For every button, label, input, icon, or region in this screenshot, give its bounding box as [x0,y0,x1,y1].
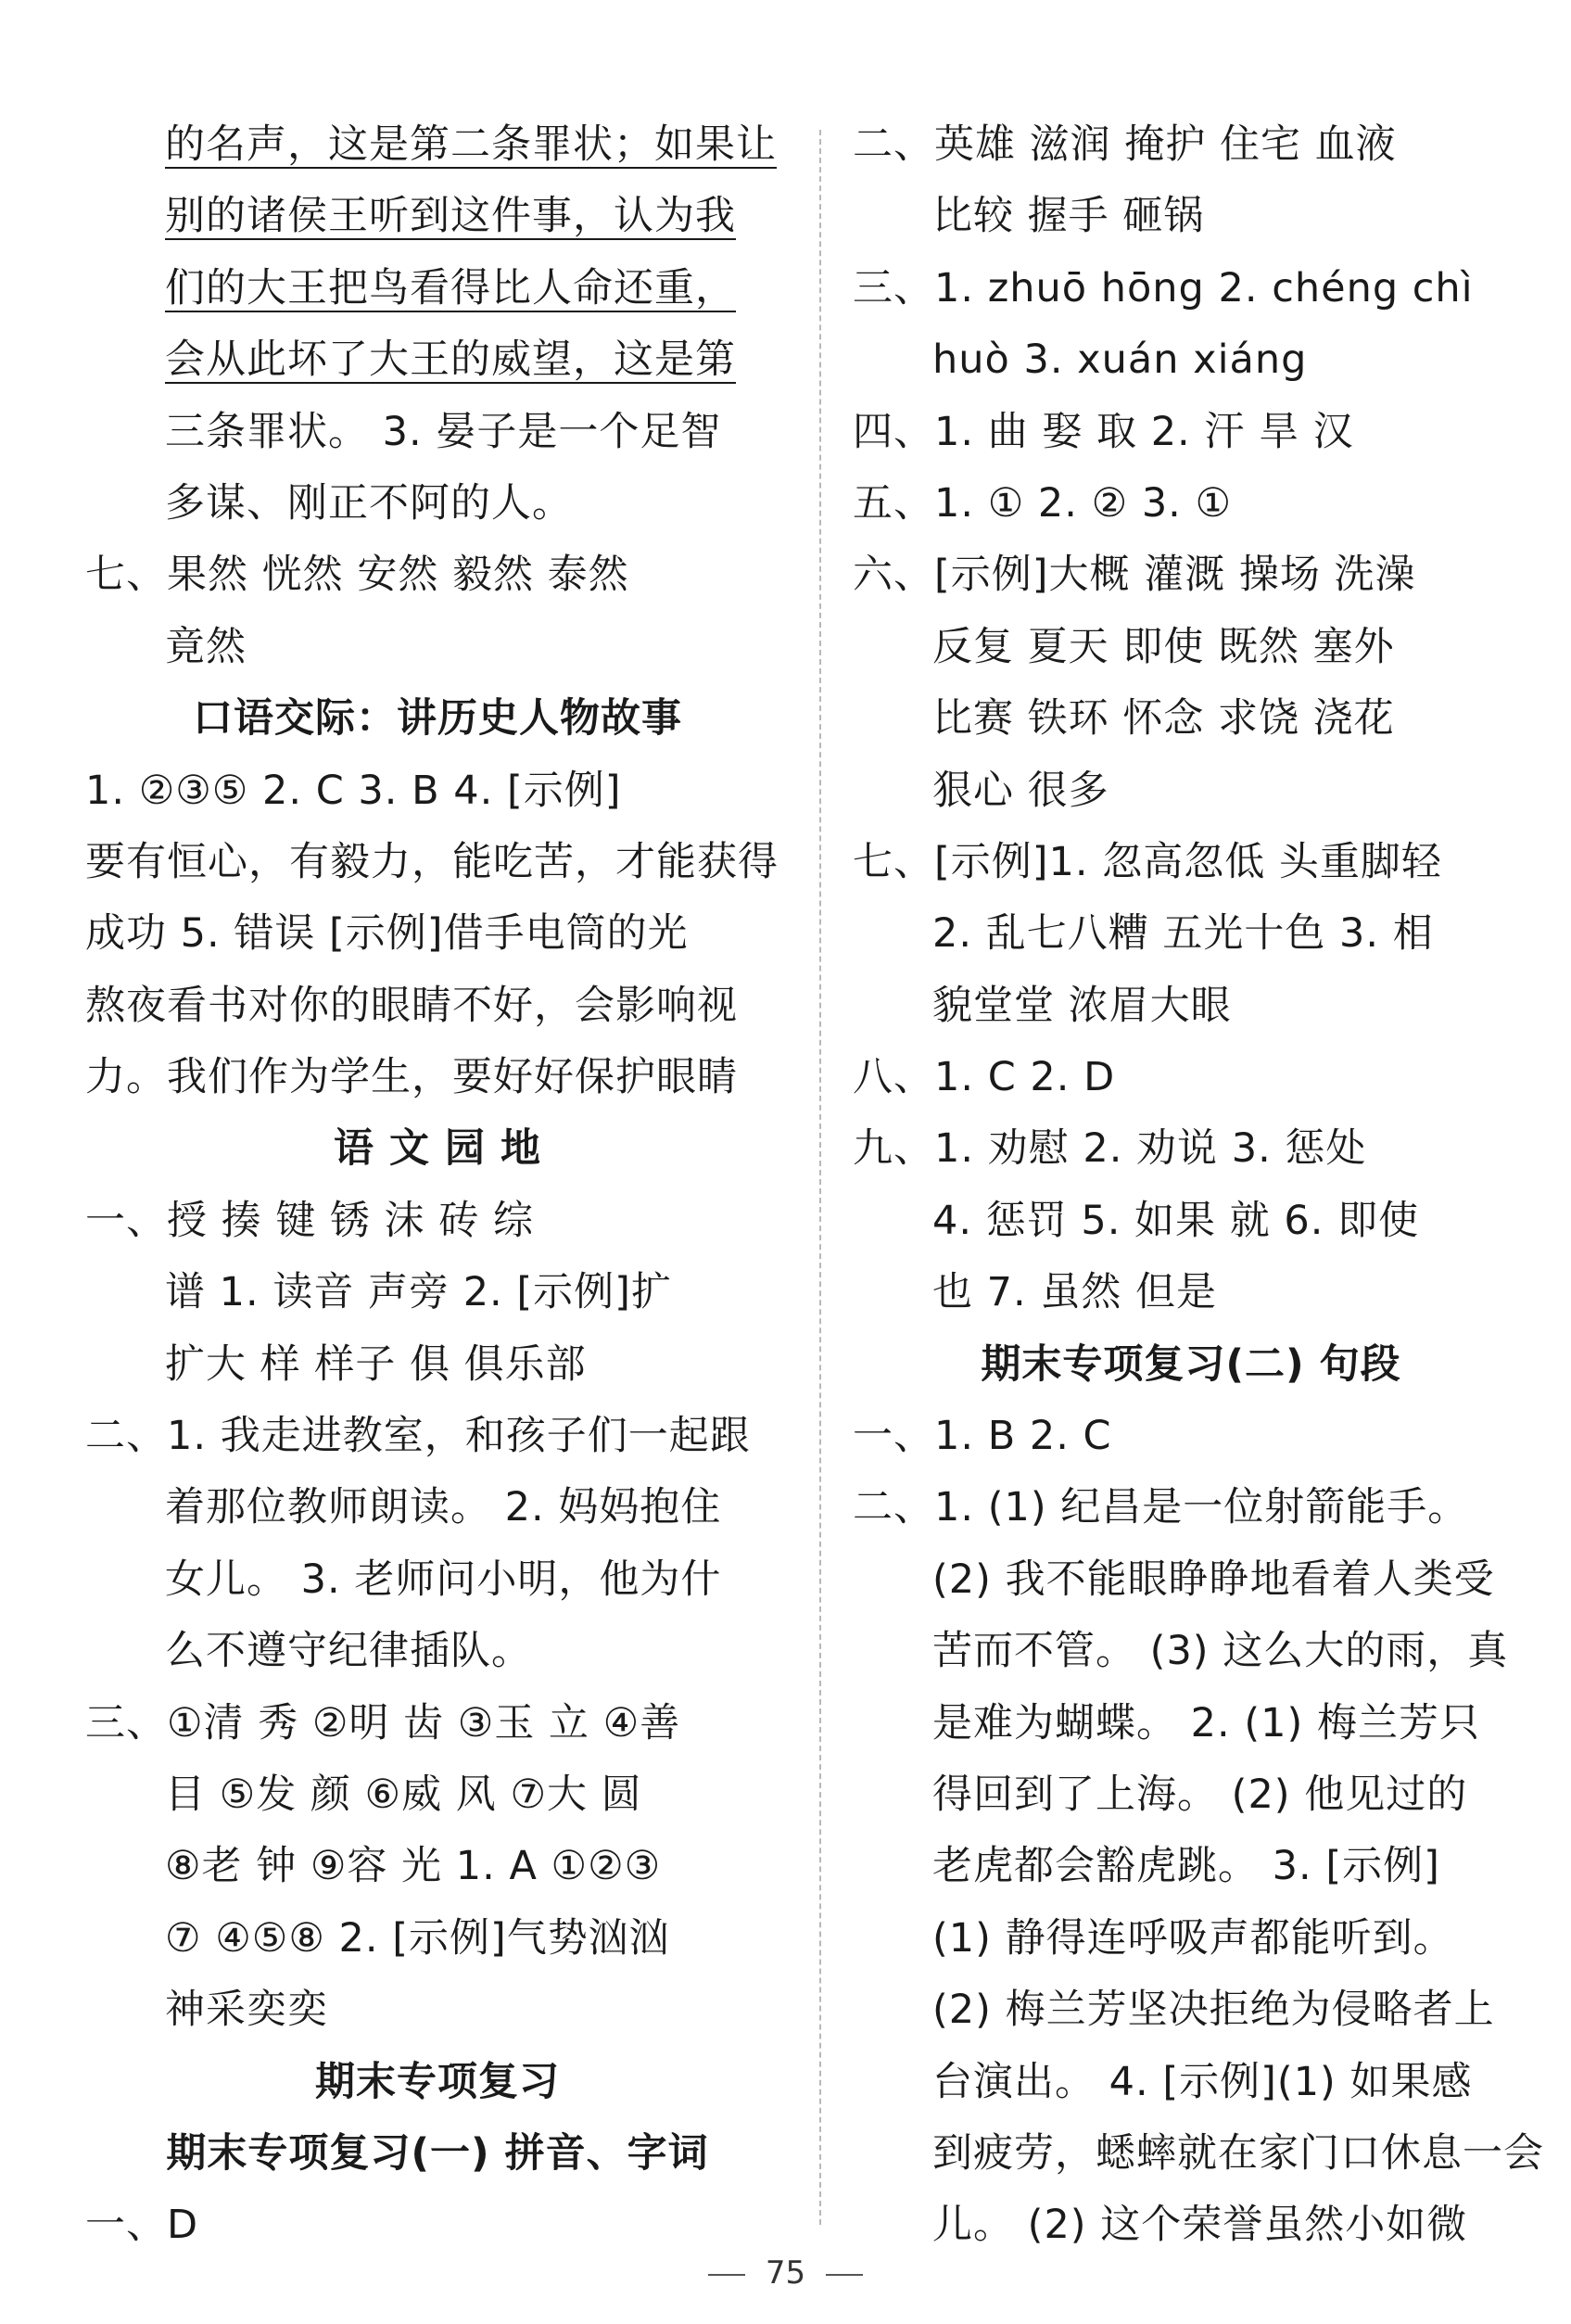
text-line: 会从此坏了大王的威望，这是第 [165,337,736,384]
text-line: 七、[示例]1. 忽高忽低 头重脚轻 [853,838,1442,885]
text-line: 老虎都会豁虎跳。 3. [示例] [932,1843,1440,1890]
text-line: 反复 夏天 即使 既然 塞外 [932,623,1395,670]
text-line: 熬夜看书对你的眼睛不好，会影响视 [85,982,738,1029]
footer-dash-right [826,2274,863,2276]
text-line: 三、1. zhuō hōng 2. chéng chì [853,264,1474,311]
text-line: 九、1. 劝慰 2. 劝说 3. 惩处 [853,1125,1367,1173]
text-line: huò 3. xuán xiáng [932,337,1308,384]
column-divider [819,130,821,2225]
text-line: 多谋、刚正不阿的人。 [165,479,573,527]
text-line: 五、1. ① 2. ② 3. ① [853,479,1233,527]
text-line: ⑦ ④⑤⑧ 2. [示例]气势汹汹 [165,1914,670,1962]
text-line: 2. 乱七八糟 五光十色 3. 相 [932,910,1434,958]
text-line: 八、1. C 2. D [853,1054,1116,1101]
text-line: 力。我们作为学生，要好好保护眼睛 [85,1054,738,1101]
text-line: 扩大 样 样子 俱 俱乐部 [165,1340,587,1388]
text-line: 1. ②③⑤ 2. C 3. B 4. [示例] [85,767,622,814]
text-line: 二、1. 我走进教室，和孩子们一起跟 [85,1413,751,1460]
page-footer [0,2254,1571,2292]
text-line: (2) 我不能眼睁睁地看着人类受 [932,1556,1495,1603]
section-heading: 期末专项复习 [315,2058,560,2105]
text-line: 三、①清 秀 ②明 齿 ③玉 立 ④善 [85,1699,681,1746]
text-line: 一、1. B 2. C [853,1413,1112,1460]
text-line: 成功 5. 错误 [示例]借手电筒的光 [85,910,689,958]
left-column [85,109,790,2262]
text-line: 着那位教师朗读。 2. 妈妈抱住 [165,1484,722,1531]
text-line: (1) 静得连呼吸声都能听到。 [932,1914,1454,1962]
text-line: 们的大王把鸟看得比人命还重， [165,264,736,311]
section-heading: 口语交际：讲历史人物故事 [193,695,682,743]
text-line: 儿。 (2) 这个荣誉虽然小如微 [932,2202,1468,2249]
text-line: 的名声，这是第二条罪状；如果让 [165,121,777,168]
text-line: 台演出。 4. [示例](1) 如果感 [932,2058,1473,2105]
text-line: 4. 惩罚 5. 如果 就 6. 即使 [932,1197,1420,1244]
text-line: 七、果然 恍然 安然 毅然 泰然 [85,552,629,599]
text-line: 苦而不管。 (3) 这么大的雨，真 [932,1628,1509,1675]
text-line: 狠心 很多 [932,767,1109,814]
text-line: 谱 1. 读音 声旁 2. [示例]扩 [165,1269,672,1316]
footer-dash-left [708,2274,745,2276]
text-line: 三条罪状。 3. 晏子是一个足智 [165,408,722,455]
text-line: 二、1. (1) 纪昌是一位射箭能手。 [853,1484,1469,1531]
text-line: 竟然 [165,623,247,670]
text-line: ⑧老 钟 ⑨容 光 1. A ①②③ [165,1843,662,1890]
text-line: 是难为蝴蝶。 2. (1) 梅兰芳只 [932,1699,1480,1746]
section-heading: 期末专项复习(二) 句段 [981,1340,1401,1388]
section-heading: 语 文 园 地 [334,1125,541,1173]
text-line: 比较 握手 砸锅 [932,193,1205,240]
text-line: 二、英雄 滋润 掩护 住宅 血液 [853,121,1397,168]
text-line: 要有恒心，有毅力，能吃苦，才能获得 [85,838,779,885]
text-line: 貌堂堂 浓眉大眼 [932,982,1232,1029]
text-line: 六、[示例]大概 灌溉 操场 洗澡 [853,552,1416,599]
text-line: 神采奕奕 [165,1987,328,2034]
text-line: 目 ⑤发 颜 ⑥威 风 ⑦大 圆 [165,1771,642,1818]
text-line: (2) 梅兰芳坚决拒绝为侵略者上 [932,1987,1495,2034]
text-line: 比赛 铁环 怀念 求饶 浇花 [932,695,1395,743]
text-line: 别的诸侯王听到这件事，认为我 [165,193,736,240]
text-line: 一、授 揍 键 锈 沫 砖 综 [85,1197,535,1244]
text-line: 么不遵守纪律插队。 [165,1628,532,1675]
text-line: 到疲劳，蟋蟀就在家门口休息一会 [932,2129,1544,2177]
section-heading: 期末专项复习(一) 拼音、字词 [166,2129,709,2177]
text-line: 女儿。 3. 老师问小明，他为什 [165,1556,722,1603]
page-number: 75 [765,2254,806,2292]
text-line: 四、1. 曲 娶 取 2. 汗 旱 汉 [853,408,1354,455]
text-line: 一、D [85,2202,199,2249]
right-column [853,109,1544,2262]
text-line: 也 7. 虽然 但是 [932,1269,1218,1316]
text-line: 得回到了上海。 (2) 他见过的 [932,1771,1468,1818]
